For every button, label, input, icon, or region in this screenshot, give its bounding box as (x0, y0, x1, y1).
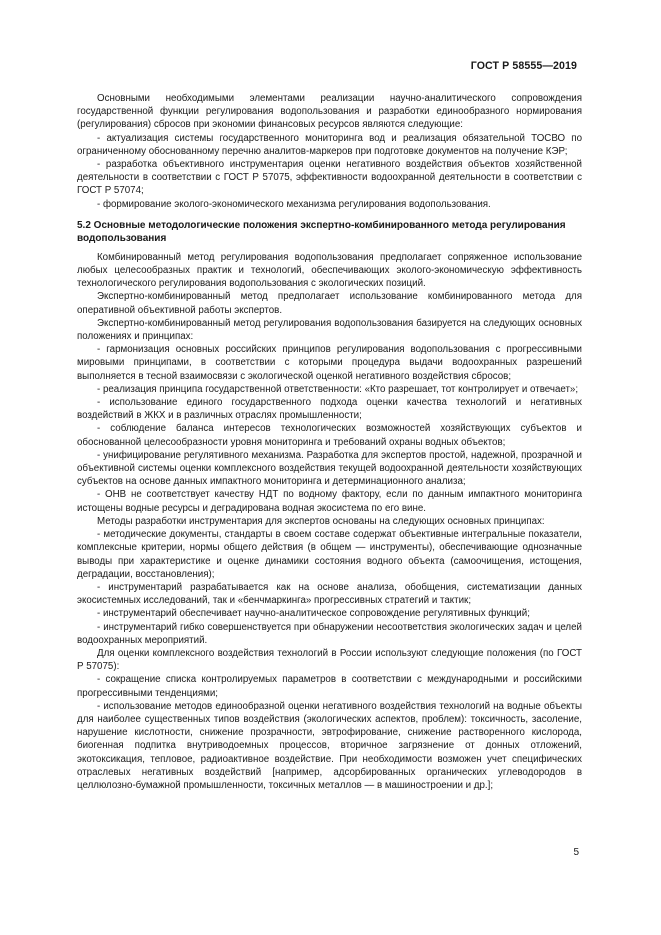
paragraph: Экспертно-комбинированный метод регулирования водопользования базируется на следующих основных положениях и принципах: (77, 317, 582, 343)
list-item: - актуализация системы государственного мониторинга вод и реализация обязательной ТОСВО по ограниченному обоснованному перечню аналитов-маркеров при подготовке документов на получение КЭР; (77, 132, 582, 157)
list-item: - реализация принципа государственной ответственности: «Кто разрешает, тот контролирует и отвечает»; (97, 383, 579, 395)
paragraph: Комбинированный метод регулирования водопользования предполагает сопряженное использование любых целесообразных практик и технологий, обеспечивающих эколого-экономическую эффективность технологического регулирования водопользования с экологических позиций. (77, 251, 582, 290)
standard-header: ГОСТ Р 58555—2019 (470, 60, 577, 72)
list-item: - сокращение списка контролируемых параметров в соответствии с международными и российскими прогрессивными тенденциями; (77, 674, 582, 699)
list-item: - использование методов единообразной оценки негативного воздействия технологий на водные объекты для наиболее существенных типов воздействия (экологических аспектов, проблем): токсичность, засоление, нарушение кислотности, снижение прозрачности, эвтрофирование, снижение растворенного кислорода, биогенная подпитка внутриводоемных процессов, вторичное загрязнение от донных отложений, экотоксикация, тепловое, радиоактивное воздействие. При необходимости возможен учет специфических отраслевых негативных воздействий [например, адсорбированных органических углеводородов в целлюлозно-бумажной промышленности, токсичных металлов — в машиностроении и др.]; (77, 700, 582, 791)
list-item: - инструментарий обеспечивает научно-аналитическое сопровождение регулятивных функций; (97, 608, 530, 620)
list-item: - унифицирование регулятивного механизма. Разработка для экспертов простой, надежной, прозрачной и объективной системы оценки комплексного воздействия текущей водоохранной деятельности хозяйствующих субъектов на основе данных импактного мониторинга и детерминационного анализа; (77, 449, 582, 488)
document-body (77, 92, 582, 792)
paragraph: Основными необходимыми элементами реализации научно-аналитического сопровождения государственной функции регулирования водопользования и разработки единообразного нормирования (регулирования) сбросов при экономии финансовых ресурсов являются следующие: (77, 93, 582, 131)
paragraph: Методы разработки инструментария для экспертов основаны на следующих основных принципах: (97, 515, 545, 527)
list-item: - гармонизация основных российских принципов регулирования водопользования с прогрессивными мировыми принципами, в соответствии с которыми процедура выдачи водоохранных разрешений выполняется в тесной взаимосвязи с экологической оценкой негативного воздействия сбросов; (77, 344, 582, 382)
page-number: 5 (573, 847, 579, 858)
list-item: - использование единого государственного подхода оценки качества технологий и негативных воздействий в ЖКХ и в различных отраслях промышленности; (77, 397, 582, 422)
list-item: - методические документы, стандарты в своем составе содержат объективные интегральные показатели, комплексные критерии, нормы общего действия (в общем — инструменты), обеспечивающие однозначные выводы при характеристике и оценке динамики состояния водного объекта (самоочищения, истощения, деградации, восстановления); (77, 529, 582, 580)
list-item: - соблюдение баланса интересов технологических возможностей хозяйствующих субъектов и обоснованной целесообразности уровня мониторинга и требований охраны водных объектов; (77, 423, 582, 448)
list-item: - разработка объективного инструментария оценки негативного воздействия объектов хозяйственной деятельности в соответствии с ГОСТ Р 57075, эффективности водоохранной деятельности в соответствии с ГОСТ Р 57074; (77, 159, 582, 197)
list-item: - инструментарий гибко совершенствуется при обнаружении несоответствия экологических задач и целей водоохранных мероприятий. (77, 621, 582, 646)
list-item: - ОНВ не соответствует качеству НДТ по водному фактору, если по данным импактного мониторинга истощены водные ресурсы и деградирована водная экосистема по его вине. (77, 489, 582, 514)
list-item: - инструментарий разрабатывается как на основе анализа, обобщения, систематизации данных экосистемных исследований, так и «бенчмаркинга» прогрессивных стратегий и тактик; (77, 581, 582, 607)
section-heading: 5.2 Основные методологические положения экспертно-комбинированного метода регулирования водопользования (77, 219, 566, 244)
paragraph: Для оценки комплексного воздействия технологий в России используют следующие положения (по ГОСТ Р 57075): (77, 647, 582, 673)
list-item: - формирование эколого-экономического механизма регулирования водопользования. (97, 198, 491, 210)
paragraph: Экспертно-комбинированный метод предполагает использование комбинированного метода для оперативной объективной работы экспертов. (77, 291, 582, 316)
